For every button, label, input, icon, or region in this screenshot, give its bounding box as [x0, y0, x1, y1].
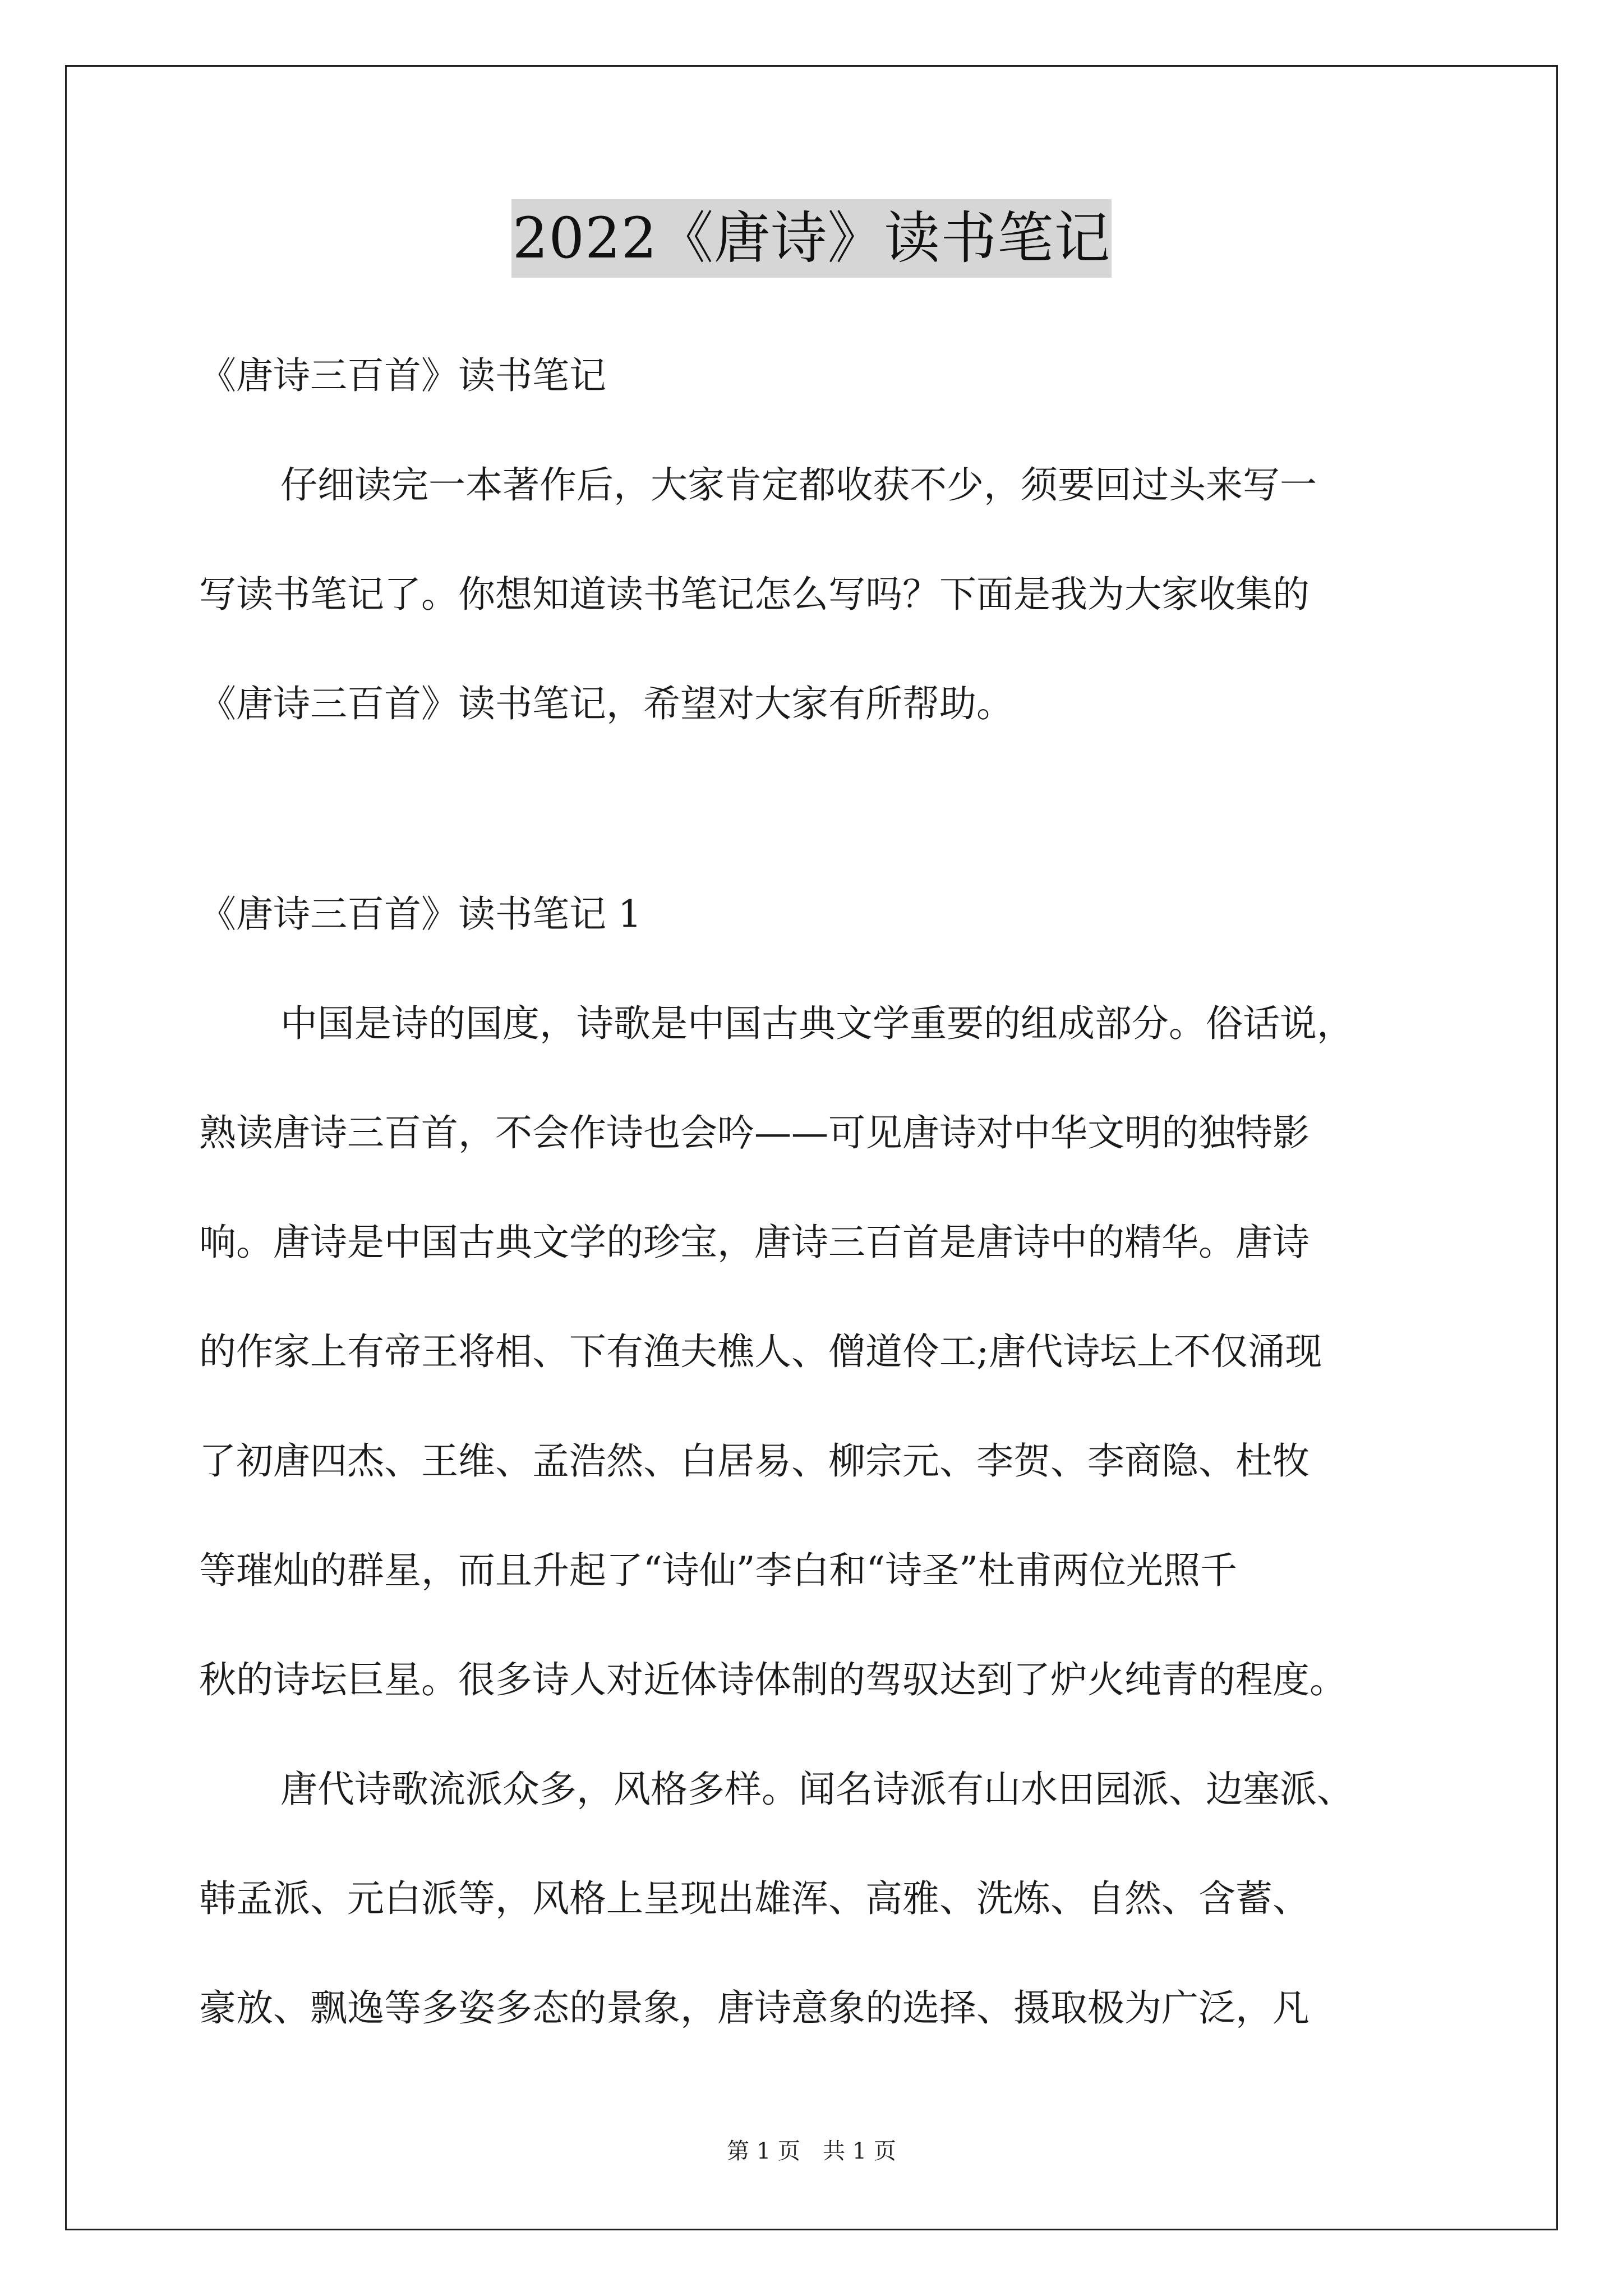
paragraph-line: 中国是诗的国度，诗歌是中国古典文学重要的组成部分。俗话说， [280, 1002, 1354, 1045]
paragraph-line: 的作家上有帝王将相、下有渔夫樵人、僧道伶工;唐代诗坛上不仅涌现 [199, 1330, 1322, 1373]
page-footer: 第 1 页 共 1 页 [727, 2138, 896, 2164]
title-container [0, 199, 1623, 278]
intro-line: 写读书笔记了。你想知道读书笔记怎么写吗？下面是我为大家收集的 [199, 573, 1310, 616]
document-title: 2022《唐诗》读书笔记 [511, 199, 1112, 278]
intro-line: 《唐诗三百首》读书笔记，希望对大家有所帮助。 [199, 682, 1013, 725]
paragraph-line: 秋的诗坛巨星。很多诗人对近体诗体制的驾驭达到了炉火纯青的程度。 [199, 1658, 1347, 1701]
paragraph-line: 熟读唐诗三百首，不会作诗也会吟——可见唐诗对中华文明的独特影 [199, 1111, 1310, 1154]
intro-line: 仔细读完一本著作后，大家肯定都收获不少，须要回过头来写一 [280, 463, 1317, 507]
paragraph-line: 韩孟派、元白派等，风格上呈现出雄浑、高雅、洗炼、自然、含蓄、 [199, 1877, 1310, 1920]
paragraph-line: 等璀灿的群星，而且升起了“诗仙”李白和“诗圣”杜甫两位光照千 [199, 1549, 1237, 1592]
intro-heading: 《唐诗三百首》读书笔记 [199, 354, 606, 397]
paragraph-line: 响。唐诗是中国古典文学的珍宝，唐诗三百首是唐诗中的精华。唐诗 [199, 1221, 1310, 1264]
paragraph-line: 唐代诗歌流派众多，风格多样。闻名诗派有山水田园派、边塞派、 [280, 1768, 1354, 1811]
paragraph-line: 豪放、飘逸等多姿多态的景象，唐诗意象的选择、摄取极为广泛，凡 [199, 1986, 1310, 2030]
paragraph-line: 了初唐四杰、王维、孟浩然、白居易、柳宗元、李贺、李商隐、杜牧 [199, 1439, 1310, 1483]
section-heading: 《唐诗三百首》读书笔记 1 [199, 892, 642, 936]
